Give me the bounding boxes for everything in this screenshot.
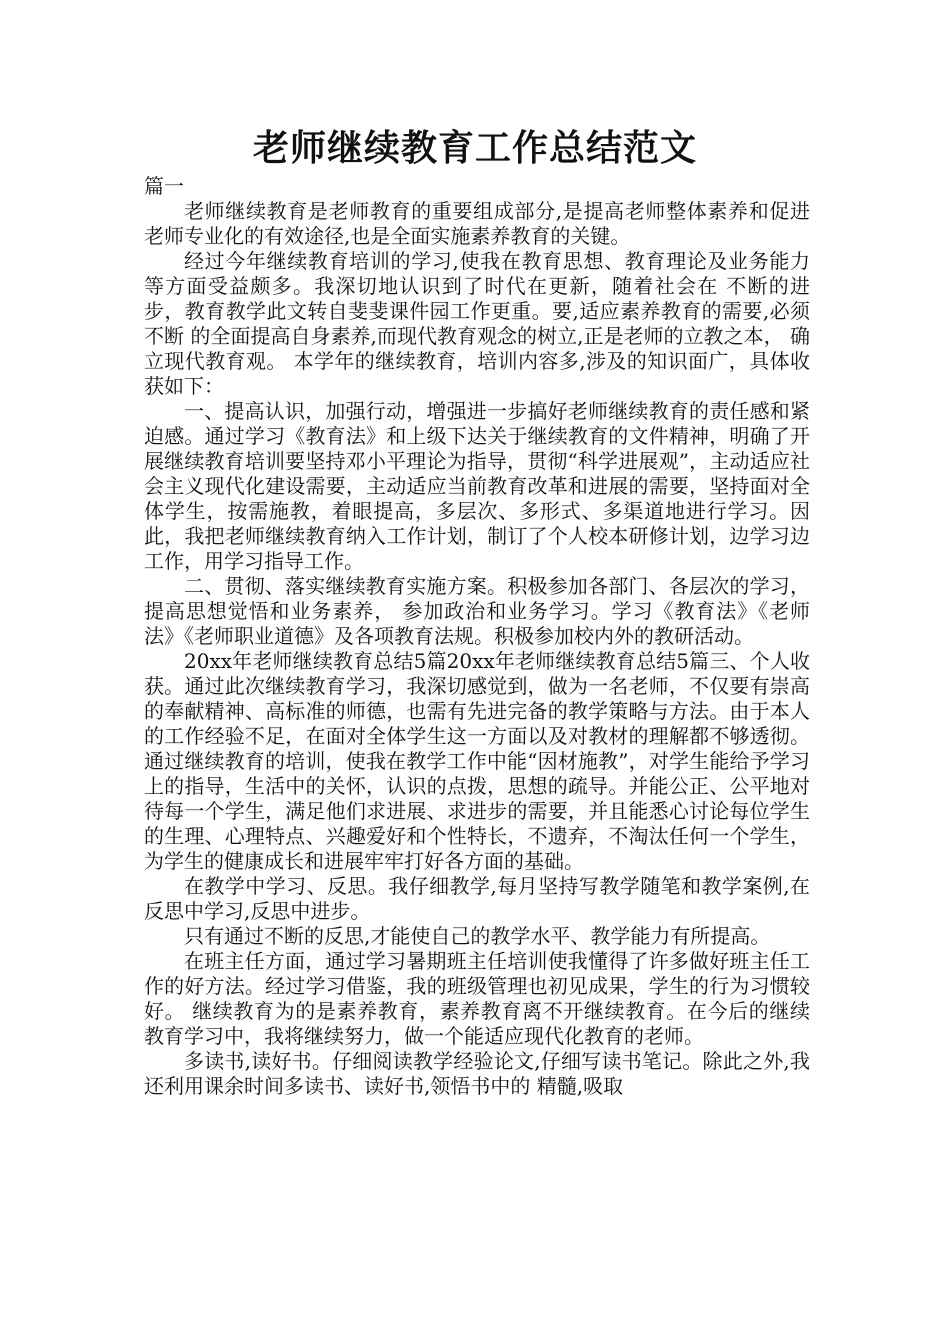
paragraph: 二、贯彻、落实继续教育实施方案。积极参加各部门、各层次的学习，提高思想觉悟和业务素养， 参加政治和业务学习。学习《教育法》《老师法》《老师职业道德》及各项教育法规。积极参加校内外的教研活动。 [144, 574, 810, 648]
paragraph: 老师继续教育是老师教育的重要组成部分,是提高老师整体素养和促进老师专业化的有效途径,也是全面实施素养教育的关键。 [144, 199, 810, 248]
paragraph: 经过今年继续教育培训的学习,使我在教育思想、教育理论及业务能力等方面受益颇多。我深切地认识到了时代在更新，随着社会在 不断的进步，教育教学此文转自斐斐课件园工作更重。要,适应素养教育的需要,必须不断 的全面提高自身素养,而现代教育观念的树立,正是老师的立教之本， 确立现代教育观。 本学年的继续教育，培训内容多,涉及的知识面广，具体收获如下： [144, 249, 810, 398]
document-title: 老师继续教育工作总结范文 [252, 128, 697, 169]
paragraph: 只有通过不断的反思,才能使自己的教学水平、教学能力有所提高。 [184, 924, 771, 948]
paragraph: 多读书,读好书。仔细阅读教学经验论文,仔细写读书笔记。除此之外,我还利用课余时间多读书、读好书,领悟书中的 精髓,吸取 [144, 1049, 810, 1098]
document-body [144, 174, 810, 1099]
paragraph: 20xx年老师继续教育总结5篇20xx年老师继续教育总结5篇三、个人收获。通过此次继续教育学习，我深切感觉到，做为一名老师，不仅要有崇高的奉献精神、高标准的师德，也需有先进完备的教学策略与方法。由于本人的工作经验不足，在面对全体学生这一方面以及对教材的理解都不够透彻。通过继续教育的培训，使我在教学工作中能“因材施教”，对学生能给予学习上的指导，生活中的关怀，认识的点拨，思想的疏导。并能公正、公平地对待每一个学生，满足他们求进展、求进步的需要，并且能悉心讨论每位学生的生理、心理特点、兴趣爱好和个性特长，不遗弃，不淘汰任何一个学生，为学生的健康成长和进展牢牢打好各方面的基础。 [144, 649, 810, 873]
paragraph: 一、提高认识，加强行动，增强进一步搞好老师继续教育的责任感和紧迫感。通过学习《教育法》和上级下达关于继续教育的文件精神，明确了开展继续教育培训要坚持邓小平理论为指导，贯彻“科学进展观”，主动适应社会主义现代化建设需要，主动适应当前教育改革和进展的需要，坚持面对全体学生，按需施教，着眼提高，多层次、多形式、多渠道地进行学习。因此，我把老师继续教育纳入工作计划，制订了个人校本研修计划，边学习边工作，用学习指导工作。 [144, 399, 810, 573]
paragraph: 在班主任方面，通过学习暑期班主任培训使我懂得了许多做好班主任工作的好方法。经过学习借鉴，我的班级管理也初见成果，学生的行为习惯较好。 继续教育为的是素养教育，素养教育离不开继续教育。在今后的继续教育学习中，我将继续努力，做一个能适应现代化教育的老师。 [144, 949, 810, 1048]
paragraph: 在教学中学习、反思。我仔细教学,每月坚持写教学随笔和教学案例,在反思中学习,反思中进步。 [144, 874, 810, 923]
section-label: 篇一 [144, 174, 184, 198]
